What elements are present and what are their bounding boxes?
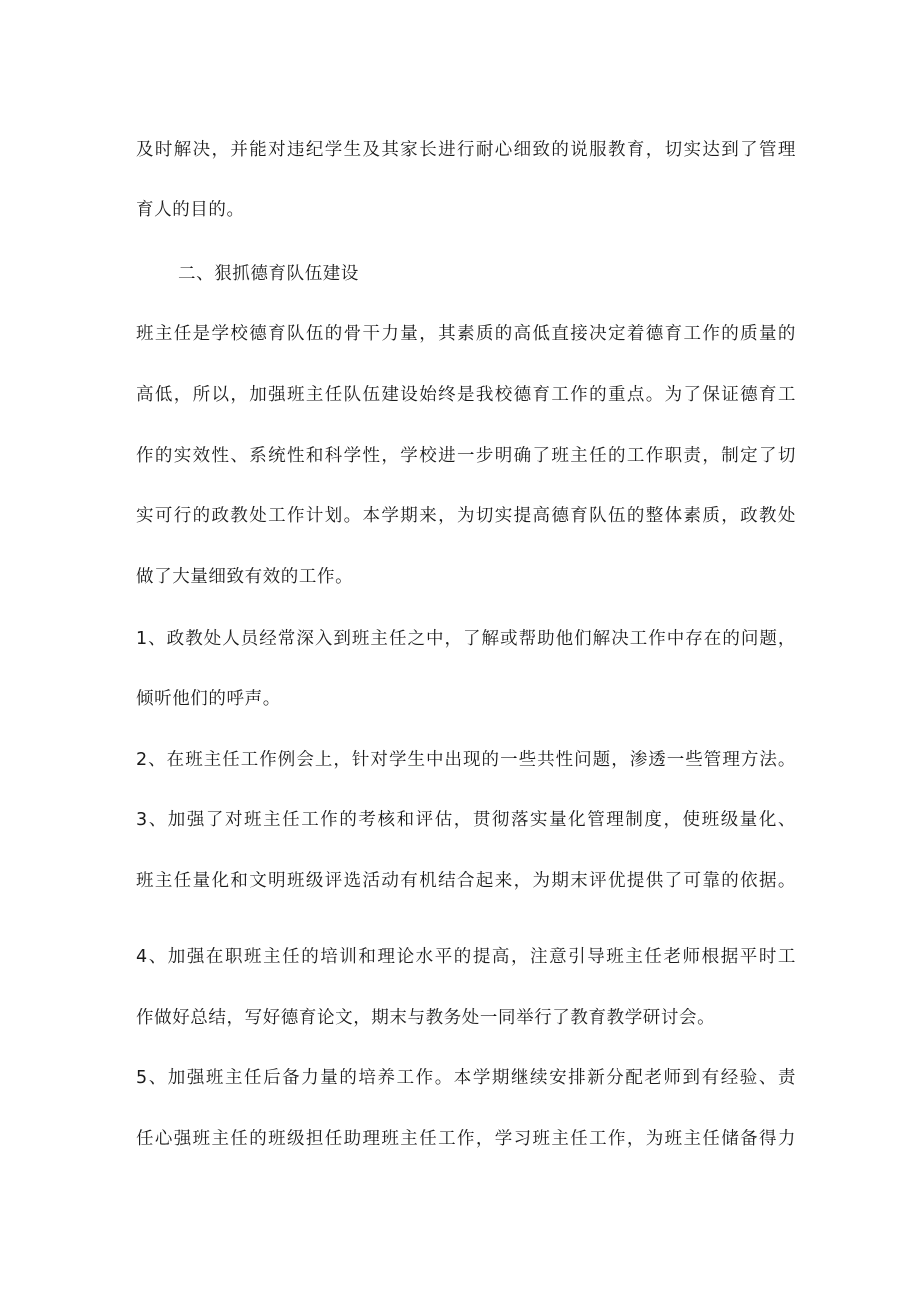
- body-text-line: 及时解决，并能对违纪学生及其家长进行耐心细致的说服教育，切实达到了管理: [136, 140, 796, 160]
- body-text-line: 育人的目的。: [136, 200, 245, 220]
- list-item-2: 2、在班主任工作例会上，针对学生中出现的一些共性问题，渗透一些管理方法。: [136, 750, 796, 770]
- body-text-line: 班主任是学校德育队伍的骨干力量，其素质的高低直接决定着德育工作的质量的: [136, 324, 796, 344]
- body-text-line: 实可行的政教处工作计划。本学期来，为切实提高德育队伍的整体素质，政教处: [136, 506, 796, 526]
- list-item-3: 3、加强了对班主任工作的考核和评估，贯彻落实量化管理制度，使班级量化、: [136, 810, 796, 830]
- list-item-5: 5、加强班主任后备力量的培养工作。本学期继续安排新分配老师到有经验、责: [136, 1068, 796, 1088]
- body-text-line: 班主任量化和文明班级评选活动有机结合起来，为期末评优提供了可靠的依据。: [136, 871, 796, 891]
- body-text-line: 任心强班主任的班级担任助理班主任工作，学习班主任工作，为班主任储备得力: [136, 1129, 796, 1149]
- list-item-4: 4、加强在职班主任的培训和理论水平的提高，注意引导班主任老师根据平时工: [136, 947, 796, 967]
- body-text-line: 做了大量细致有效的工作。: [136, 567, 354, 587]
- section-heading: 二、狠抓德育队伍建设: [178, 264, 359, 284]
- body-text-line: 作的实效性、系统性和科学性，学校进一步明确了班主任的工作职责，制定了切: [136, 446, 796, 466]
- body-text-line: 作做好总结，写好德育论文，期末与教务处一同举行了教育教学研讨会。: [136, 1008, 716, 1028]
- body-text-line: 倾听他们的呼声。: [136, 689, 281, 709]
- body-text-line: 高低，所以，加强班主任队伍建设始终是我校德育工作的重点。为了保证德育工: [136, 385, 796, 405]
- list-item-1: 1、政教处人员经常深入到班主任之中，了解或帮助他们解决工作中存在的问题，: [136, 629, 796, 649]
